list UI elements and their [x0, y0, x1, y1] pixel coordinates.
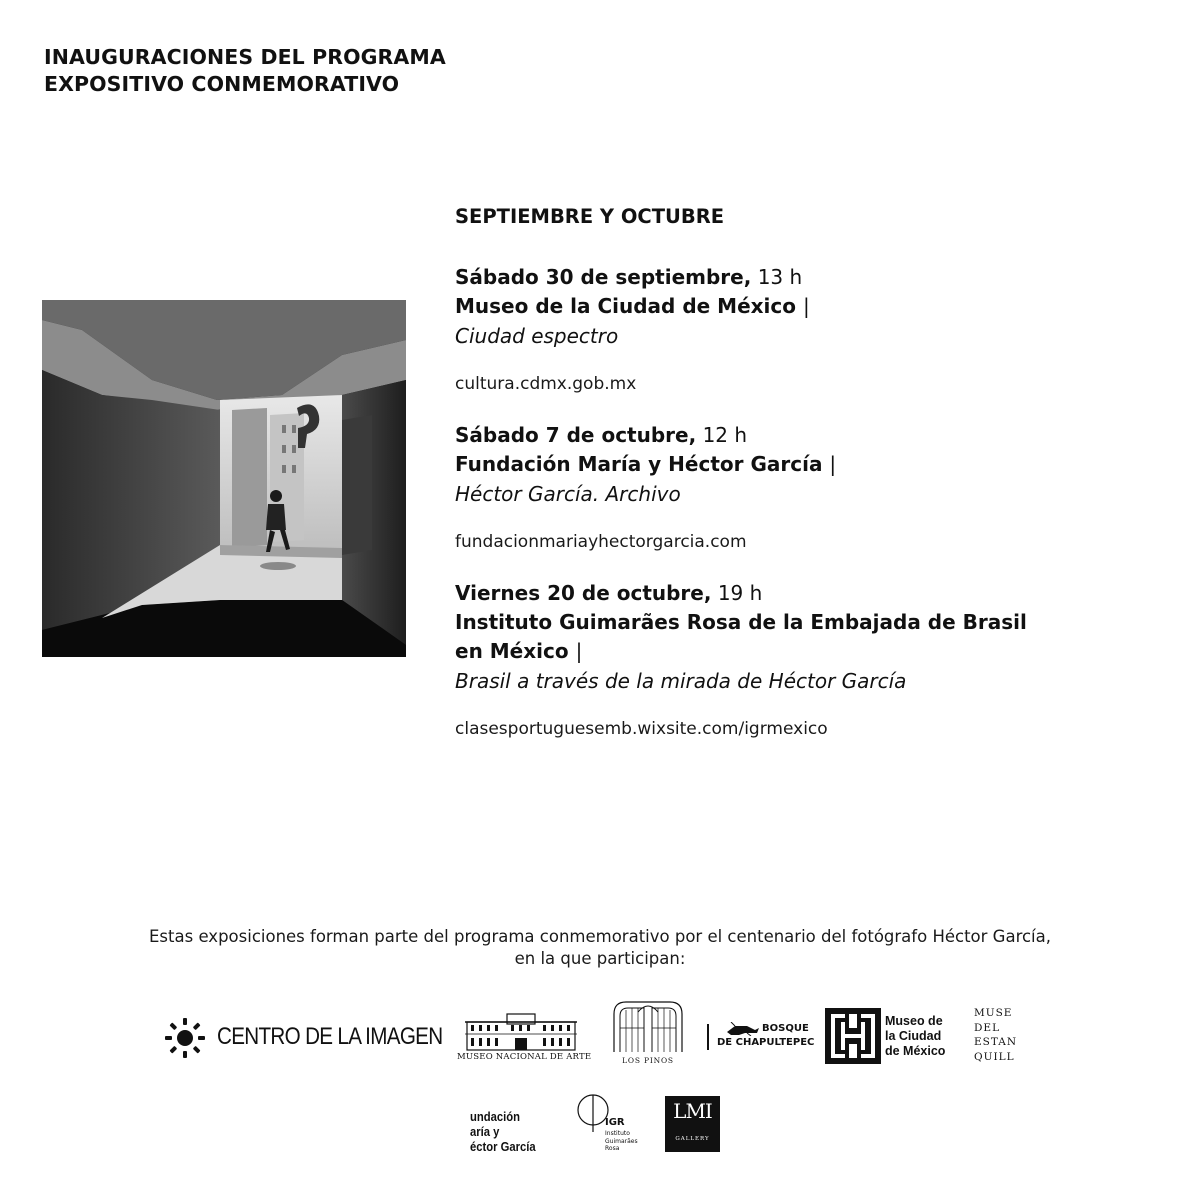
event-exhibition-title: Héctor García. Archivo: [455, 482, 681, 506]
estanquillo-wordmark-line-4: QUILL: [974, 1050, 1015, 1063]
event-date-text: Sábado 7 de octubre,: [455, 423, 697, 447]
event-venue-name: Fundación María y Héctor García: [455, 452, 823, 476]
event-date: [455, 262, 1075, 292]
event-item: [455, 262, 1075, 395]
page-title: [44, 44, 604, 98]
instituto-guimaraes-rosa-logo: [575, 1092, 637, 1160]
igr-subtitle: [605, 1130, 638, 1153]
event-time: 19 h: [717, 581, 763, 605]
event-item: [455, 578, 1075, 740]
lmi-gallery-label: GALLERY: [675, 1136, 710, 1142]
gate-icon: [608, 998, 688, 1054]
museo-del-estanquillo-logo: [970, 1004, 1034, 1068]
event-time: 12 h: [702, 423, 748, 447]
event-venue-name: Instituto Guimarães Rosa de la Embajada de Brasil en México: [455, 610, 1027, 663]
event-url: cultura.cdmx.gob.mx: [455, 374, 637, 394]
schedule-heading: SEPTIEMBRE Y OCTUBRE: [455, 205, 725, 228]
event-item: [455, 420, 1075, 553]
bosque-wordmark-line-2: DE CHAPULTEPEC: [717, 1037, 815, 1048]
museo-ciudad-wordmark-line-3: de México: [885, 1044, 946, 1058]
footer-note-line-1: Estas exposiciones forman parte del programa conmemorativo por el centenario del fotógrafo Héctor García,: [149, 927, 1051, 946]
event-venue-name: Museo de la Ciudad de México: [455, 294, 796, 318]
estanquillo-wordmark-line-1: MUSE: [974, 1007, 1013, 1019]
igr-wordmark: IGR: [605, 1117, 625, 1128]
los-pinos-wordmark: LOS PINOS: [622, 1056, 674, 1065]
museo-de-la-ciudad-de-mexico-logo: [825, 1008, 955, 1064]
igr-subtitle-line-2: Guimarães: [605, 1137, 638, 1145]
centro-de-la-imagen-wordmark: CENTRO DE LA IMAGEN: [217, 1023, 443, 1050]
event-date: [455, 578, 1075, 608]
fundacion-maria-y-hector-garcia-logo: [470, 1110, 570, 1160]
los-pinos-logo: [608, 998, 688, 1070]
grasshopper-icon: [725, 1022, 761, 1036]
event-exhibition-title: Ciudad espectro: [455, 324, 619, 348]
event-url: fundacionmariayhectorgarcia.com: [455, 532, 747, 552]
event-time: 13 h: [757, 265, 803, 289]
centro-de-la-imagen-logo: [165, 1015, 443, 1059]
fundacion-wordmark-line-2: aría y: [470, 1125, 500, 1139]
museo-ciudad-symbol-icon: [825, 1008, 881, 1064]
event-venue: [455, 608, 1045, 666]
divider: [707, 1024, 709, 1050]
fundacion-wordmark-line-1: undación: [470, 1110, 521, 1124]
estanquillo-wordmark-line-2: DEL: [974, 1021, 1001, 1034]
event-exhibition-title: Brasil a través de la mirada de Héctor García: [455, 669, 907, 693]
event-venue-separator: |: [829, 452, 837, 476]
event-date: [455, 420, 1075, 450]
museo-ciudad-wordmark-line-2: la Ciudad: [885, 1029, 942, 1043]
event-venue: [455, 292, 1045, 321]
fundacion-wordmark: [470, 1110, 560, 1155]
event-venue-separator: |: [575, 639, 583, 663]
museo-ciudad-wordmark-line-1: Museo de: [885, 1014, 943, 1028]
museum-building-icon: [457, 1010, 585, 1052]
bosque-wordmark-line-1: BOSQUE: [762, 1023, 809, 1034]
lmi-gallery-logo: [665, 1096, 720, 1152]
event-photograph: [42, 300, 406, 657]
footer-note: [0, 926, 1200, 970]
event-venue: [455, 450, 1045, 479]
event-date-text: Viernes 20 de octubre,: [455, 581, 712, 605]
estanquillo-wordmark: [974, 1006, 1017, 1064]
footer-note-line-2: en la que participan:: [514, 949, 686, 968]
museo-nacional-de-arte-wordmark: MUSEO NACIONAL DE ARTE: [457, 1052, 592, 1062]
estanquillo-wordmark-line-3: ESTAN: [974, 1036, 1018, 1048]
schedule-section: [455, 205, 1075, 765]
igr-subtitle-line-1: Instituto: [605, 1130, 630, 1137]
museo-ciudad-wordmark: [885, 1014, 965, 1059]
event-url: clasesportuguesemb.wixsite.com/igrmexico: [455, 719, 828, 739]
bosque-de-chapultepec-logo: [707, 1020, 815, 1056]
lmi-wordmark: LMI: [673, 1099, 712, 1123]
photo-street-scene-image: [42, 300, 406, 657]
event-venue-separator: |: [802, 294, 810, 318]
fundacion-wordmark-line-3: éctor García: [470, 1140, 536, 1154]
museo-nacional-de-arte-logo: [457, 1010, 592, 1066]
igr-subtitle-line-3: Rosa: [605, 1145, 620, 1152]
sun-icon: [165, 1018, 205, 1058]
page-title-line-1: INAUGURACIONES DEL PROGRAMA: [44, 45, 446, 69]
event-date-text: Sábado 30 de septiembre,: [455, 265, 752, 289]
page-title-line-2: EXPOSITIVO CONMEMORATIVO: [44, 72, 400, 96]
